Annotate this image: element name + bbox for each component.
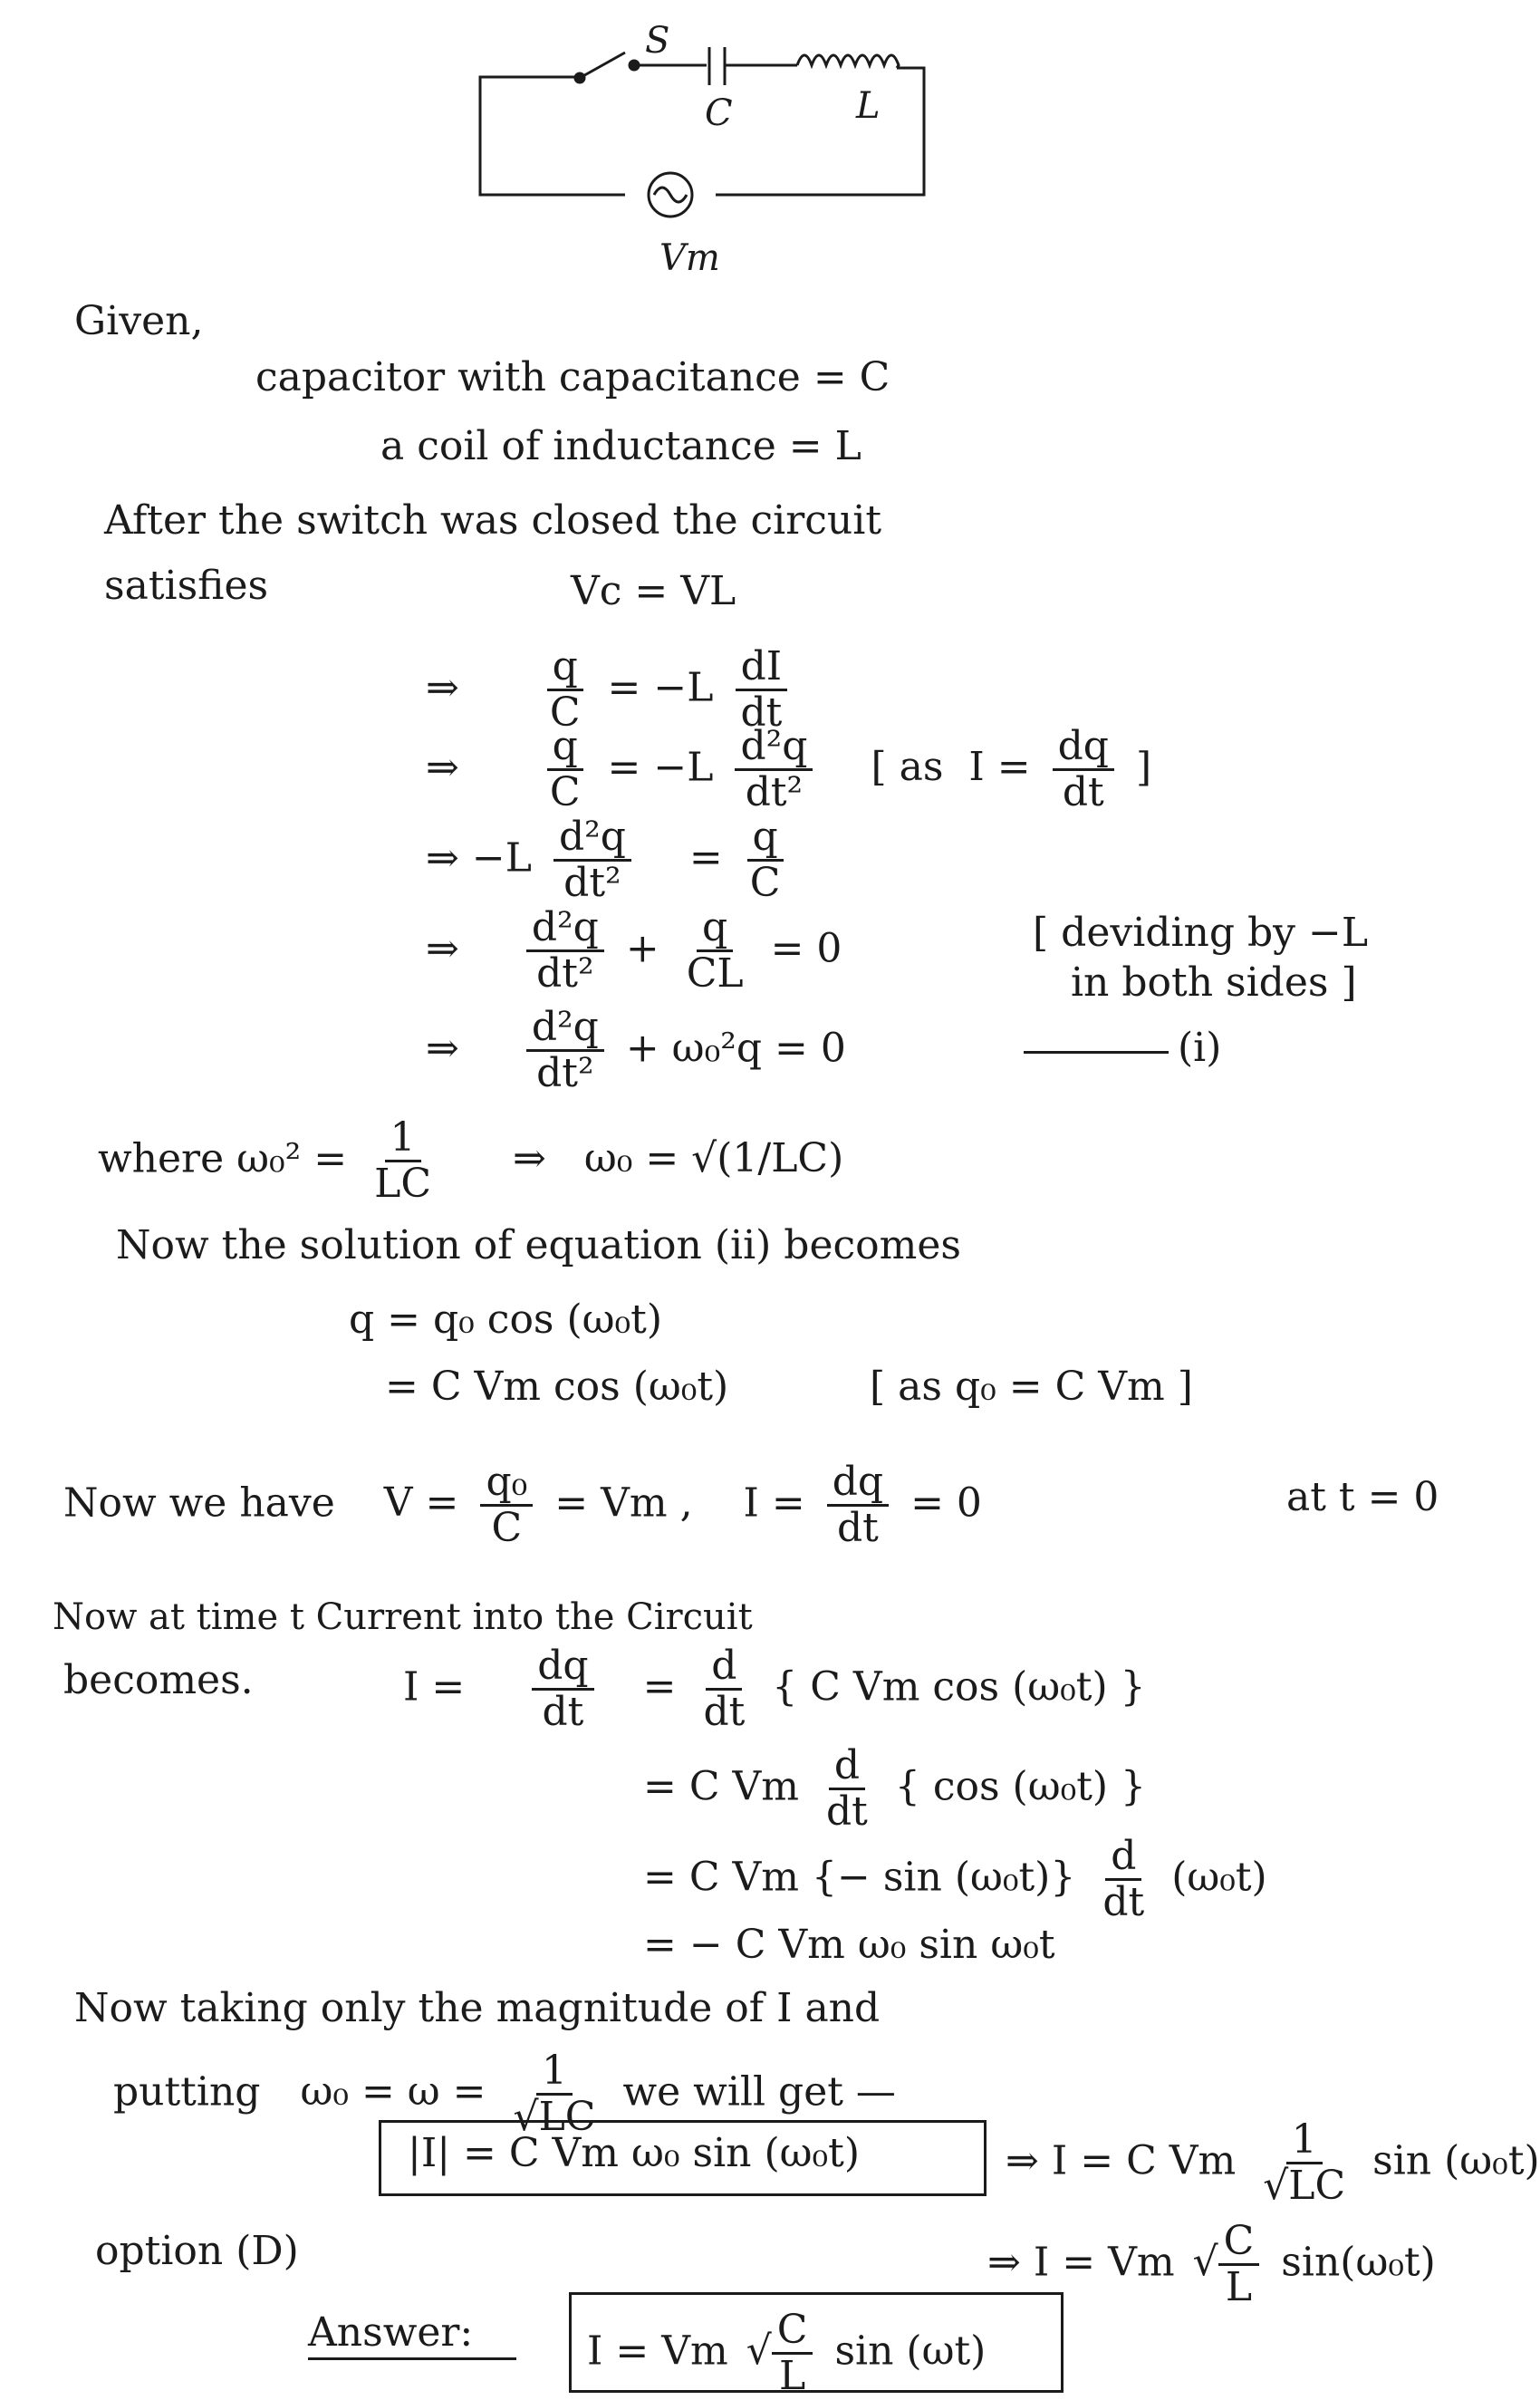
ac-source-wave: [654, 188, 687, 202]
answer-underline: [308, 2357, 516, 2360]
current-derivative-4: = − C Vm ω₀ sin ω₀t: [643, 1922, 1055, 1968]
solution-line-2: = C Vm cos (ω₀t): [385, 1364, 729, 1410]
after-switch-line2: satisfies: [104, 563, 269, 609]
source-label: Vm: [659, 237, 720, 279]
eq-vc-vl: Vc = VL: [571, 568, 736, 614]
result-line-2: ⇒ I = Vm √ $\frac{C}{L}$ sin(ω₀t): [987, 2218, 1436, 2311]
at-t-zero: at t = 0: [1286, 1474, 1439, 1520]
eq-step-5: ⇒ $\frac{\text{d²q}}{\text{dt²}}$ + ω₀²q = 0: [426, 1004, 846, 1097]
current-derivative-1: I = $\frac{dq}{dt}$ = $\frac{d}{dt}$ { C Vm cos (ω₀t) }: [403, 1643, 1146, 1736]
eq-step-1: ⇒ $\frac{q}{C}$ = −L $\frac{dI}{dt}$: [426, 645, 796, 736]
initial-conditions: Now we have V = $\frac{\text{q₀}}{C}$ = Vm , I = $\frac{dq}{dt}$ = 0: [63, 1459, 982, 1552]
inductor-label: L: [856, 85, 881, 127]
switch-blade: [580, 53, 625, 78]
current-derivative-3: = C Vm {− sin (ω₀t)} $\frac{d}{dt}$ (ω₀t): [643, 1833, 1267, 1926]
inductor-coil: [797, 55, 899, 68]
eq-5-tag: (i): [1178, 1025, 1222, 1071]
eq-step-2: ⇒ $\frac{q}{C}$ = −L $\frac{\text{d²q}}{\text{dt²}}$ [ as I = $\frac{dq}{dt}$ ]: [426, 723, 1152, 816]
current-derivative-2: = C Vm $\frac{d}{dt}$ { cos (ω₀t) }: [643, 1742, 1147, 1836]
wire-left: [480, 77, 625, 195]
q0-note: [ as q₀ = C Vm ]: [870, 1364, 1193, 1410]
now-at-time: Now at time t Current into the Circuit: [53, 1596, 753, 1638]
answer-label: Answer:: [308, 2309, 474, 2356]
wire-right: [716, 68, 924, 195]
final-answer: I = Vm √ $\frac{C}{L}$ sin (ωt): [587, 2307, 987, 2400]
solution-line-1: q = q₀ cos (ω₀t): [349, 1296, 663, 1343]
magnitude-line-2: putting ω₀ = ω = $\frac{1}{√LC}$ we will get —: [113, 2048, 896, 2141]
given-heading: Given,: [74, 298, 204, 344]
result-line-1: ⇒ I = C Vm $\frac{1}{√LC}$ sin (ω₀t): [1006, 2116, 1540, 2210]
boxed-equation: |I| = C Vm ω₀ sin (ω₀t): [408, 2130, 861, 2176]
eq-5-dash: [1024, 1051, 1169, 1054]
lc-circuit-diagram: [0, 0, 1540, 308]
option-label: option (D): [95, 2228, 299, 2274]
becomes-label: becomes.: [63, 1657, 254, 1703]
implies-arrow-1: ⇒: [426, 664, 459, 711]
now-solution: Now the solution of equation (ii) becomes: [116, 1222, 961, 1268]
dividing-note: [ deviding by −L in both sides ]: [1033, 910, 1369, 1006]
eq-step-4: ⇒ $\frac{\text{d²q}}{\text{dt²}}$ + $\frac{q}{CL}$ = 0: [426, 904, 842, 998]
given-capacitor: capacitor with capacitance = C: [255, 354, 890, 400]
omega-definition: where ω₀² = $\frac{1}{LC}$ ⇒ ω₀ = √(1/LC): [98, 1114, 844, 1208]
after-switch-line1: After the switch was closed the circuit: [104, 497, 881, 544]
eq-step-3: ⇒ −L $\frac{\text{d²q}}{\text{dt²}}$ = $\frac{q}{C}$: [426, 815, 794, 906]
magnitude-line-1: Now taking only the magnitude of I and: [74, 1985, 881, 2031]
switch-label: S: [645, 20, 670, 62]
given-inductor: a coil of inductance = L: [380, 423, 861, 469]
capacitor-label: C: [705, 92, 733, 134]
